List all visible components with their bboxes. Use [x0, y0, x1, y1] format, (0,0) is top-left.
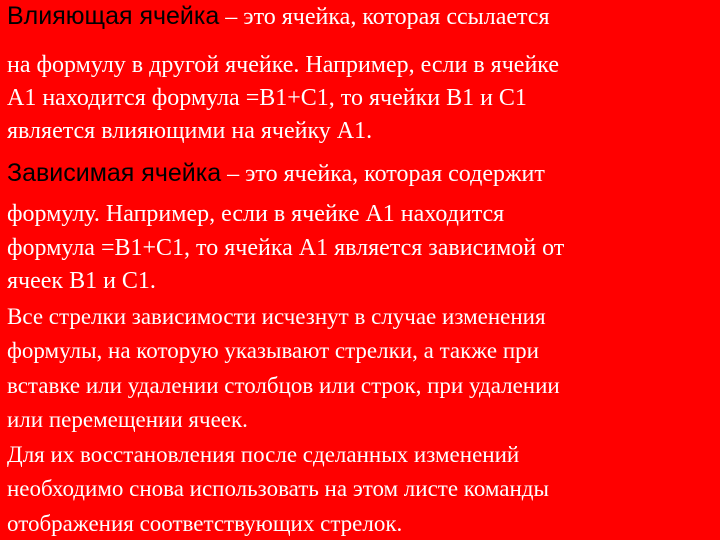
term-influencing-cell: Влияющая ячейка — [7, 2, 220, 30]
paragraph-1-line-1 — [7, 1, 550, 32]
paragraph-3-line-4: или перемещении ячеек. — [7, 407, 248, 432]
paragraph-3-line-2: формулы, на которую указывают стрелки, а также при — [7, 338, 539, 363]
paragraph-2-line-3: формула =В1+С1, то ячейка А1 является зависимой от — [7, 235, 565, 261]
paragraph-2-line-2: формулу. Например, если в ячейке А1 находится — [7, 201, 505, 227]
paragraph-1-line-3: А1 находится формула =В1+С1, то ячейки В1 и С1 — [7, 85, 527, 111]
paragraph-3-line-1: Все стрелки зависимости исчезнут в случае изменения — [7, 304, 546, 329]
paragraph-4-line-3: отображения соответствующих стрелок. — [7, 511, 403, 536]
paragraph-3-line-3: вставке или удалении столбцов или строк, при удалении — [7, 373, 560, 398]
paragraph-2-line-4: ячеек В1 и С1. — [7, 268, 156, 294]
paragraph-4-line-1: Для их восстановления после сделанных изменений — [7, 442, 520, 467]
definition-text: – это ячейка, которая содержит — [221, 161, 545, 187]
definition-text: – это ячейка, которая ссылается — [219, 4, 550, 30]
term-dependent-cell: Зависимая ячейка — [7, 159, 222, 187]
paragraph-1-line-2: на формулу в другой ячейке. Например, если в ячейке — [7, 52, 559, 78]
paragraph-2-line-1 — [7, 158, 545, 189]
paragraph-1-line-4: является влияющими на ячейку А1. — [7, 118, 373, 144]
paragraph-4-line-2: необходимо снова использовать на этом листе команды — [7, 476, 549, 501]
